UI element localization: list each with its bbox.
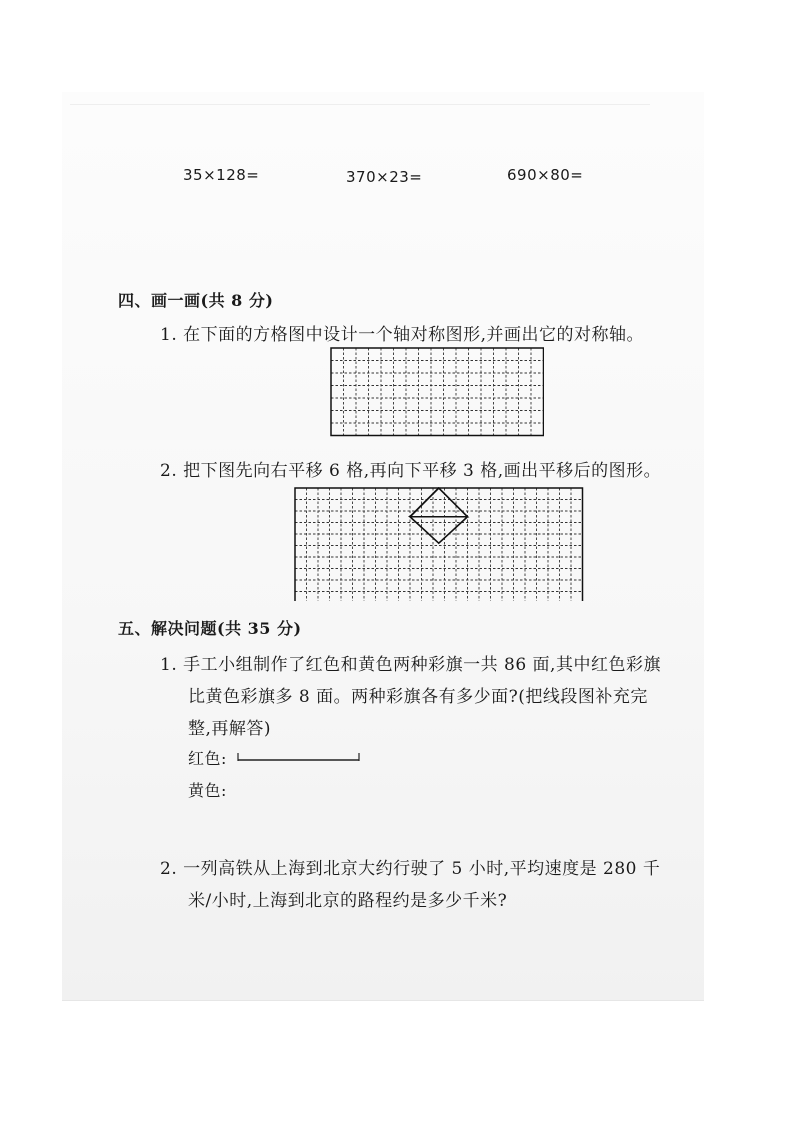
grid-border	[331, 348, 544, 436]
red-segment-line	[237, 750, 363, 764]
calc-item-1: 35×128=	[183, 166, 260, 184]
section-4-title: 四、画一画(共 8 分)	[118, 291, 274, 310]
calc-item-3: 690×80=	[507, 166, 584, 184]
section-5-question-2-line-1: 2. 一列高铁从上海到北京大约行驶了 5 小时,平均速度是 280 千	[160, 859, 661, 879]
kite-shape	[410, 488, 468, 543]
section-5-question-1-line-1: 1. 手工小组制作了红色和黄色两种彩旗一共 86 面,其中红色彩旗	[160, 655, 661, 675]
grid-figure-1[interactable]	[330, 347, 544, 443]
faint-bleed-line	[70, 104, 650, 105]
section-5-question-1-line-2: 比黄色彩旗多 8 面。两种彩旗各有多少面?(把线段图补充完	[188, 687, 648, 707]
grid-border	[295, 488, 583, 601]
page-edge-line	[62, 1000, 704, 1001]
kite-shape-edge	[410, 488, 439, 517]
yellow-flag-label: 黄色:	[188, 781, 227, 800]
section-4-question-1: 1. 在下面的方格图中设计一个轴对称图形,并画出它的对称轴。	[160, 325, 645, 345]
section-4-question-2: 2. 把下图先向右平移 6 格,再向下平移 3 格,画出平移后的图形。	[160, 461, 662, 481]
red-flag-label: 红色:	[188, 749, 227, 768]
calc-item-2: 370×23=	[346, 168, 423, 186]
section-5-question-2-line-2: 米/小时,上海到北京的路程约是多少千米?	[188, 891, 508, 911]
grid-figure-2[interactable]	[294, 487, 586, 601]
section-5-title: 五、解决问题(共 35 分)	[118, 619, 302, 638]
section-5-question-1-line-3: 整,再解答)	[188, 719, 272, 739]
